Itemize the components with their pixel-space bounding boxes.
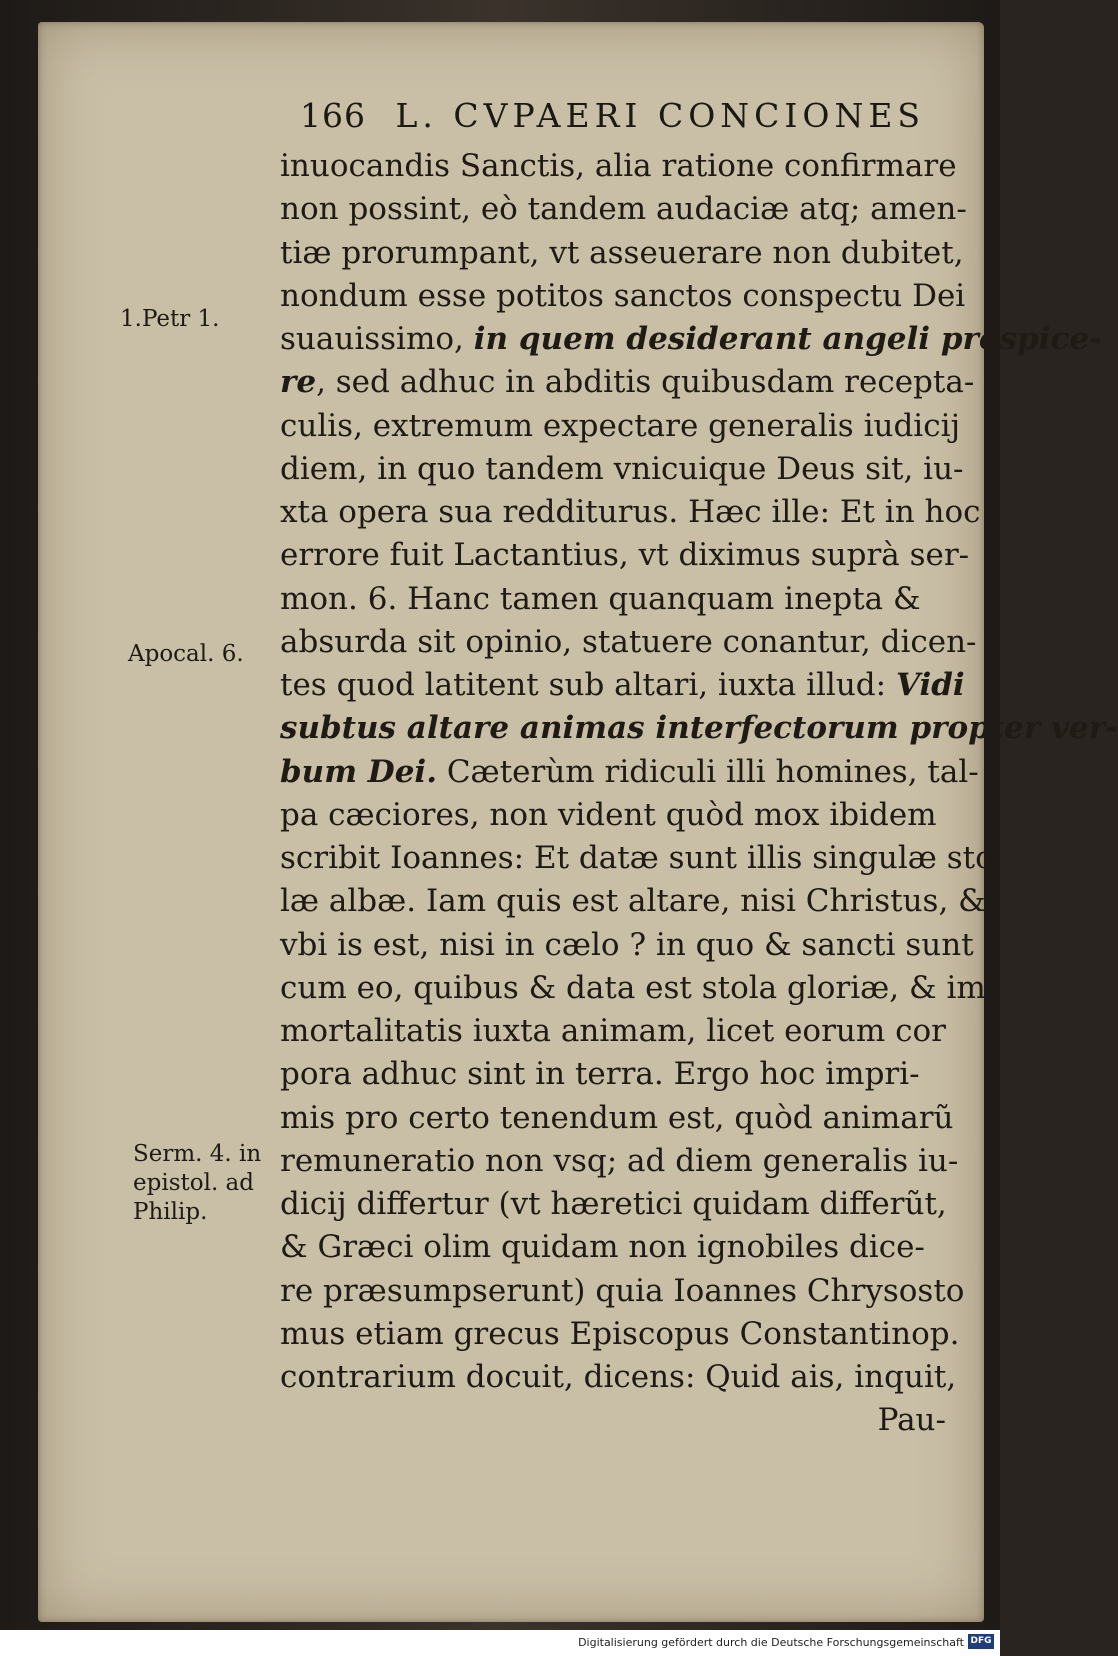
text-line bbox=[280, 621, 977, 664]
text-line bbox=[280, 405, 961, 448]
text-line bbox=[280, 361, 975, 404]
italic-quote: subtus altare animas interfectorum propter ver- bbox=[280, 710, 1118, 747]
line-text: absurda sit opinio, statuere conantur, dicen- bbox=[280, 623, 977, 660]
body-text bbox=[280, 145, 1118, 1443]
line-text: mon. 6. Hanc tamen quanquam inepta & bbox=[280, 580, 921, 617]
text-line bbox=[280, 232, 964, 275]
line-text: contrarium docuit, dicens: Quid ais, inquit, bbox=[280, 1359, 957, 1395]
line-text: culis, extremum expectare generalis iudicij bbox=[280, 407, 961, 444]
text-line bbox=[280, 1097, 954, 1140]
line-text: scribit Ioannes: Et datæ sunt illis singulæ sto bbox=[280, 840, 994, 876]
text-line bbox=[280, 664, 965, 707]
text-line bbox=[280, 1053, 950, 1096]
line-text: non possint, eò tandem audaciæ atq; amen- bbox=[280, 191, 967, 228]
italic-quote: in quem desiderant angeli prospice- bbox=[473, 321, 1102, 357]
text-line bbox=[280, 318, 1102, 361]
italic-quote: Vidi bbox=[895, 667, 965, 703]
text-line bbox=[280, 275, 966, 318]
footer-credit: Digitalisierung gefördert durch die Deutsche Forschungsgemeinschaft bbox=[578, 1636, 964, 1649]
text-line bbox=[280, 794, 950, 837]
line-text: tes quod latitent sub altari, iuxta illud: bbox=[280, 667, 896, 703]
text-line bbox=[280, 145, 957, 188]
line-text: mortalitatis iuxta animam, licet eorum cor bbox=[280, 1013, 946, 1049]
line-text: nondum esse potitos sanctos conspectu Dei bbox=[280, 277, 966, 314]
text-line bbox=[280, 751, 979, 794]
text-line bbox=[280, 1270, 965, 1313]
italic-quote: bum Dei. bbox=[280, 753, 437, 790]
line-text: diem, in quo tandem vnicuique Deus sit, iu- bbox=[280, 450, 964, 487]
line-text: Cæterùm ridiculi illi homines, tal- bbox=[436, 753, 979, 790]
line-text: xta opera sua redditurus. Hæc ille: Et in hoc bbox=[280, 494, 981, 530]
text-line bbox=[280, 534, 970, 577]
margin-note-apocal: Apocal. 6. bbox=[128, 641, 244, 667]
footer-bar bbox=[0, 1630, 1000, 1656]
line-text: cum eo, quibus & data est stola gloriæ, & im bbox=[280, 969, 986, 1006]
dfg-logo: DFG bbox=[968, 1634, 994, 1649]
line-text: dicij differtur (vt hæretici quidam differũt, bbox=[280, 1186, 947, 1222]
page-number: 166 bbox=[300, 96, 366, 135]
text-line bbox=[280, 188, 967, 231]
text-line bbox=[280, 491, 981, 534]
line-text: re præsumpserunt) quia Ioannes Chrysosto bbox=[280, 1272, 965, 1309]
text-line bbox=[280, 1183, 950, 1226]
text-line bbox=[280, 1140, 959, 1183]
line-text: suauissimo, bbox=[280, 321, 474, 357]
line-text: vbi is est, nisi in cælo ? in quo & sancti sunt bbox=[280, 926, 974, 963]
line-text: tiæ prorumpant, vt asseuerare non dubitet, bbox=[280, 234, 964, 271]
line-text: errore fuit Lactantius, vt diximus suprà ser- bbox=[280, 537, 970, 574]
text-line bbox=[280, 1010, 950, 1053]
text-line bbox=[280, 1399, 950, 1442]
line-text: & Græci olim quidam non ignobiles dice- bbox=[280, 1229, 925, 1266]
line-text: mis pro certo tenendum est, quòd animarũ bbox=[280, 1099, 954, 1136]
text-line bbox=[280, 448, 964, 491]
margin-note-philip: Philip. bbox=[133, 1199, 208, 1225]
running-title: L. CVPAERI CONCIONES bbox=[395, 96, 926, 135]
text-line bbox=[280, 924, 974, 967]
line-text: pora adhuc sint in terra. Ergo hoc impri- bbox=[280, 1056, 920, 1093]
line-text: Pau- bbox=[877, 1402, 946, 1439]
line-text: læ albæ. Iam quis est altare, nisi Christus, & bbox=[280, 883, 986, 920]
text-line bbox=[280, 1226, 950, 1269]
line-text: mus etiam grecus Episcopus Constantinop. bbox=[280, 1315, 960, 1352]
text-line bbox=[280, 1356, 957, 1399]
text-line bbox=[280, 837, 994, 880]
text-line bbox=[280, 1313, 960, 1356]
text-line bbox=[280, 707, 1118, 750]
text-line bbox=[280, 578, 950, 621]
italic-quote: re bbox=[280, 364, 317, 401]
margin-note-serm: Serm. 4. in bbox=[133, 1141, 262, 1167]
text-line bbox=[280, 967, 986, 1010]
line-text: , sed adhuc in abditis quibusdam recepta- bbox=[316, 364, 975, 401]
line-text: pa cæciores, non vident quòd mox ibidem bbox=[280, 796, 937, 833]
text-line bbox=[280, 880, 986, 923]
line-text: remuneratio non vsq; ad diem generalis iu- bbox=[280, 1142, 959, 1179]
margin-note-epistol: epistol. ad bbox=[133, 1170, 254, 1196]
margin-note-petr: 1.Petr 1. bbox=[120, 306, 220, 332]
running-header bbox=[300, 96, 925, 135]
line-text: inuocandis Sanctis, alia ratione confirmare bbox=[280, 148, 957, 184]
